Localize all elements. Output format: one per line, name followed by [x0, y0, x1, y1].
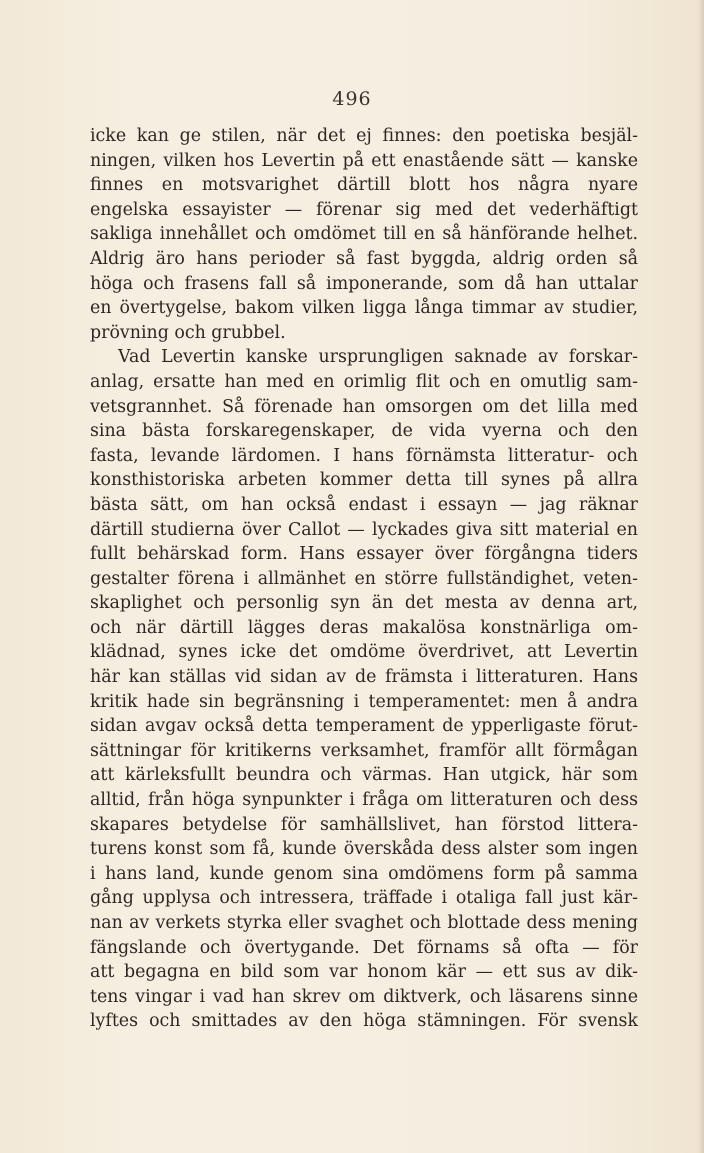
- text-line: gestalter förena i allmänhet en större fullständighet, veten-: [90, 568, 638, 589]
- text-line: sättningar för kritikerns verksamhet, framför allt förmågan: [90, 740, 638, 761]
- text-line: anlag, ersatte han med en orimlig flit och en omutlig sam-: [90, 371, 638, 392]
- text-line: i hans land, kunde genom sina omdömens form på samma: [90, 863, 638, 884]
- text-line: engelska essayister — förenar sig med det vederhäftigt: [90, 199, 638, 220]
- text-line: klädnad, synes icke det omdöme överdrivet, att Levertin: [90, 642, 638, 663]
- page-number: 496: [332, 88, 372, 110]
- text-line: att kärleksfullt beundra och värmas. Han utgick, här som: [90, 765, 638, 786]
- text-line: prövning och grubbel.: [90, 322, 286, 343]
- text-line: Vad Levertin kanske ursprungligen saknade av forskar-: [118, 347, 638, 368]
- text-line: sidan avgav också detta temperament de ypperligaste förut-: [90, 716, 638, 737]
- text-line: tens vingar i vad han skrev om diktverk, och läsarens sinne: [90, 986, 638, 1007]
- text-line: fasta, levande lärdomen. I hans förnämsta litteratur- och: [90, 445, 638, 466]
- text-line: skapares betydelse för samhällslivet, han förstod littera-: [90, 814, 638, 835]
- text-line: lyftes och smittades av den höga stämningen. För svensk: [90, 1011, 638, 1032]
- text-line: bästa sätt, om han också endast i essayn — jag räknar: [90, 494, 638, 515]
- page-edge-shadow: [698, 0, 704, 1153]
- text-line: icke kan ge stilen, när det ej finnes: den poetiska besjäl-: [90, 126, 638, 146]
- text-line: gång upplysa och intressera, träffade i otaliga fall just kär-: [90, 888, 638, 909]
- text-line: här kan ställas vid sidan av de främsta i litteraturen. Hans: [90, 667, 638, 688]
- text-line: vetsgrannhet. Så förenade han omsorgen om det lilla med: [90, 396, 638, 417]
- text-line: sakliga innehållet och omdömet till en så hänförande helhet.: [90, 224, 638, 245]
- text-line: skaplighet och personlig syn än det mesta av denna art,: [90, 593, 638, 614]
- text-line: Aldrig äro hans perioder så fast byggda, aldrig orden så: [90, 248, 638, 269]
- text-line: därtill studierna över Callot — lyckades giva sitt material en: [90, 519, 638, 540]
- text-line: fullt behärskad form. Hans essayer över förgångna tiders: [90, 544, 638, 565]
- text-line: ningen, vilken hos Levertin på ett enastående sätt — kanske: [90, 150, 638, 171]
- text-line: att begagna en bild som var honom kär — ett sus av dik-: [90, 962, 638, 983]
- text-line: sina bästa forskaregenskaper, de vida vyerna och den: [90, 421, 638, 442]
- text-line: kritik hade sin begränsning i temperamentet: men å andra: [90, 691, 638, 712]
- text-line: nan av verkets styrka eller svaghet och blottade dess mening: [90, 913, 638, 933]
- text-line: turens konst som få, kunde överskåda dess alster som ingen: [90, 839, 638, 860]
- text-line: konsthistoriska arbeten kommer detta till synes på allra: [90, 470, 638, 491]
- text-line: alltid, från höga synpunkter i fråga om litteraturen och dess: [90, 790, 638, 811]
- text-line: finnes en motsvarighet därtill blott hos några nyare: [90, 175, 638, 196]
- text-line: höga och frasens fall så imponerande, som då han uttalar: [90, 273, 638, 294]
- text-line: en övertygelse, bakom vilken ligga långa timmar av studier,: [90, 298, 638, 319]
- body-text: [90, 124, 638, 1034]
- text-line: fängslande och övertygande. Det förnams så ofta — för: [90, 937, 638, 958]
- text-line: och när därtill lägges deras makalösa konstnärliga om-: [90, 617, 638, 638]
